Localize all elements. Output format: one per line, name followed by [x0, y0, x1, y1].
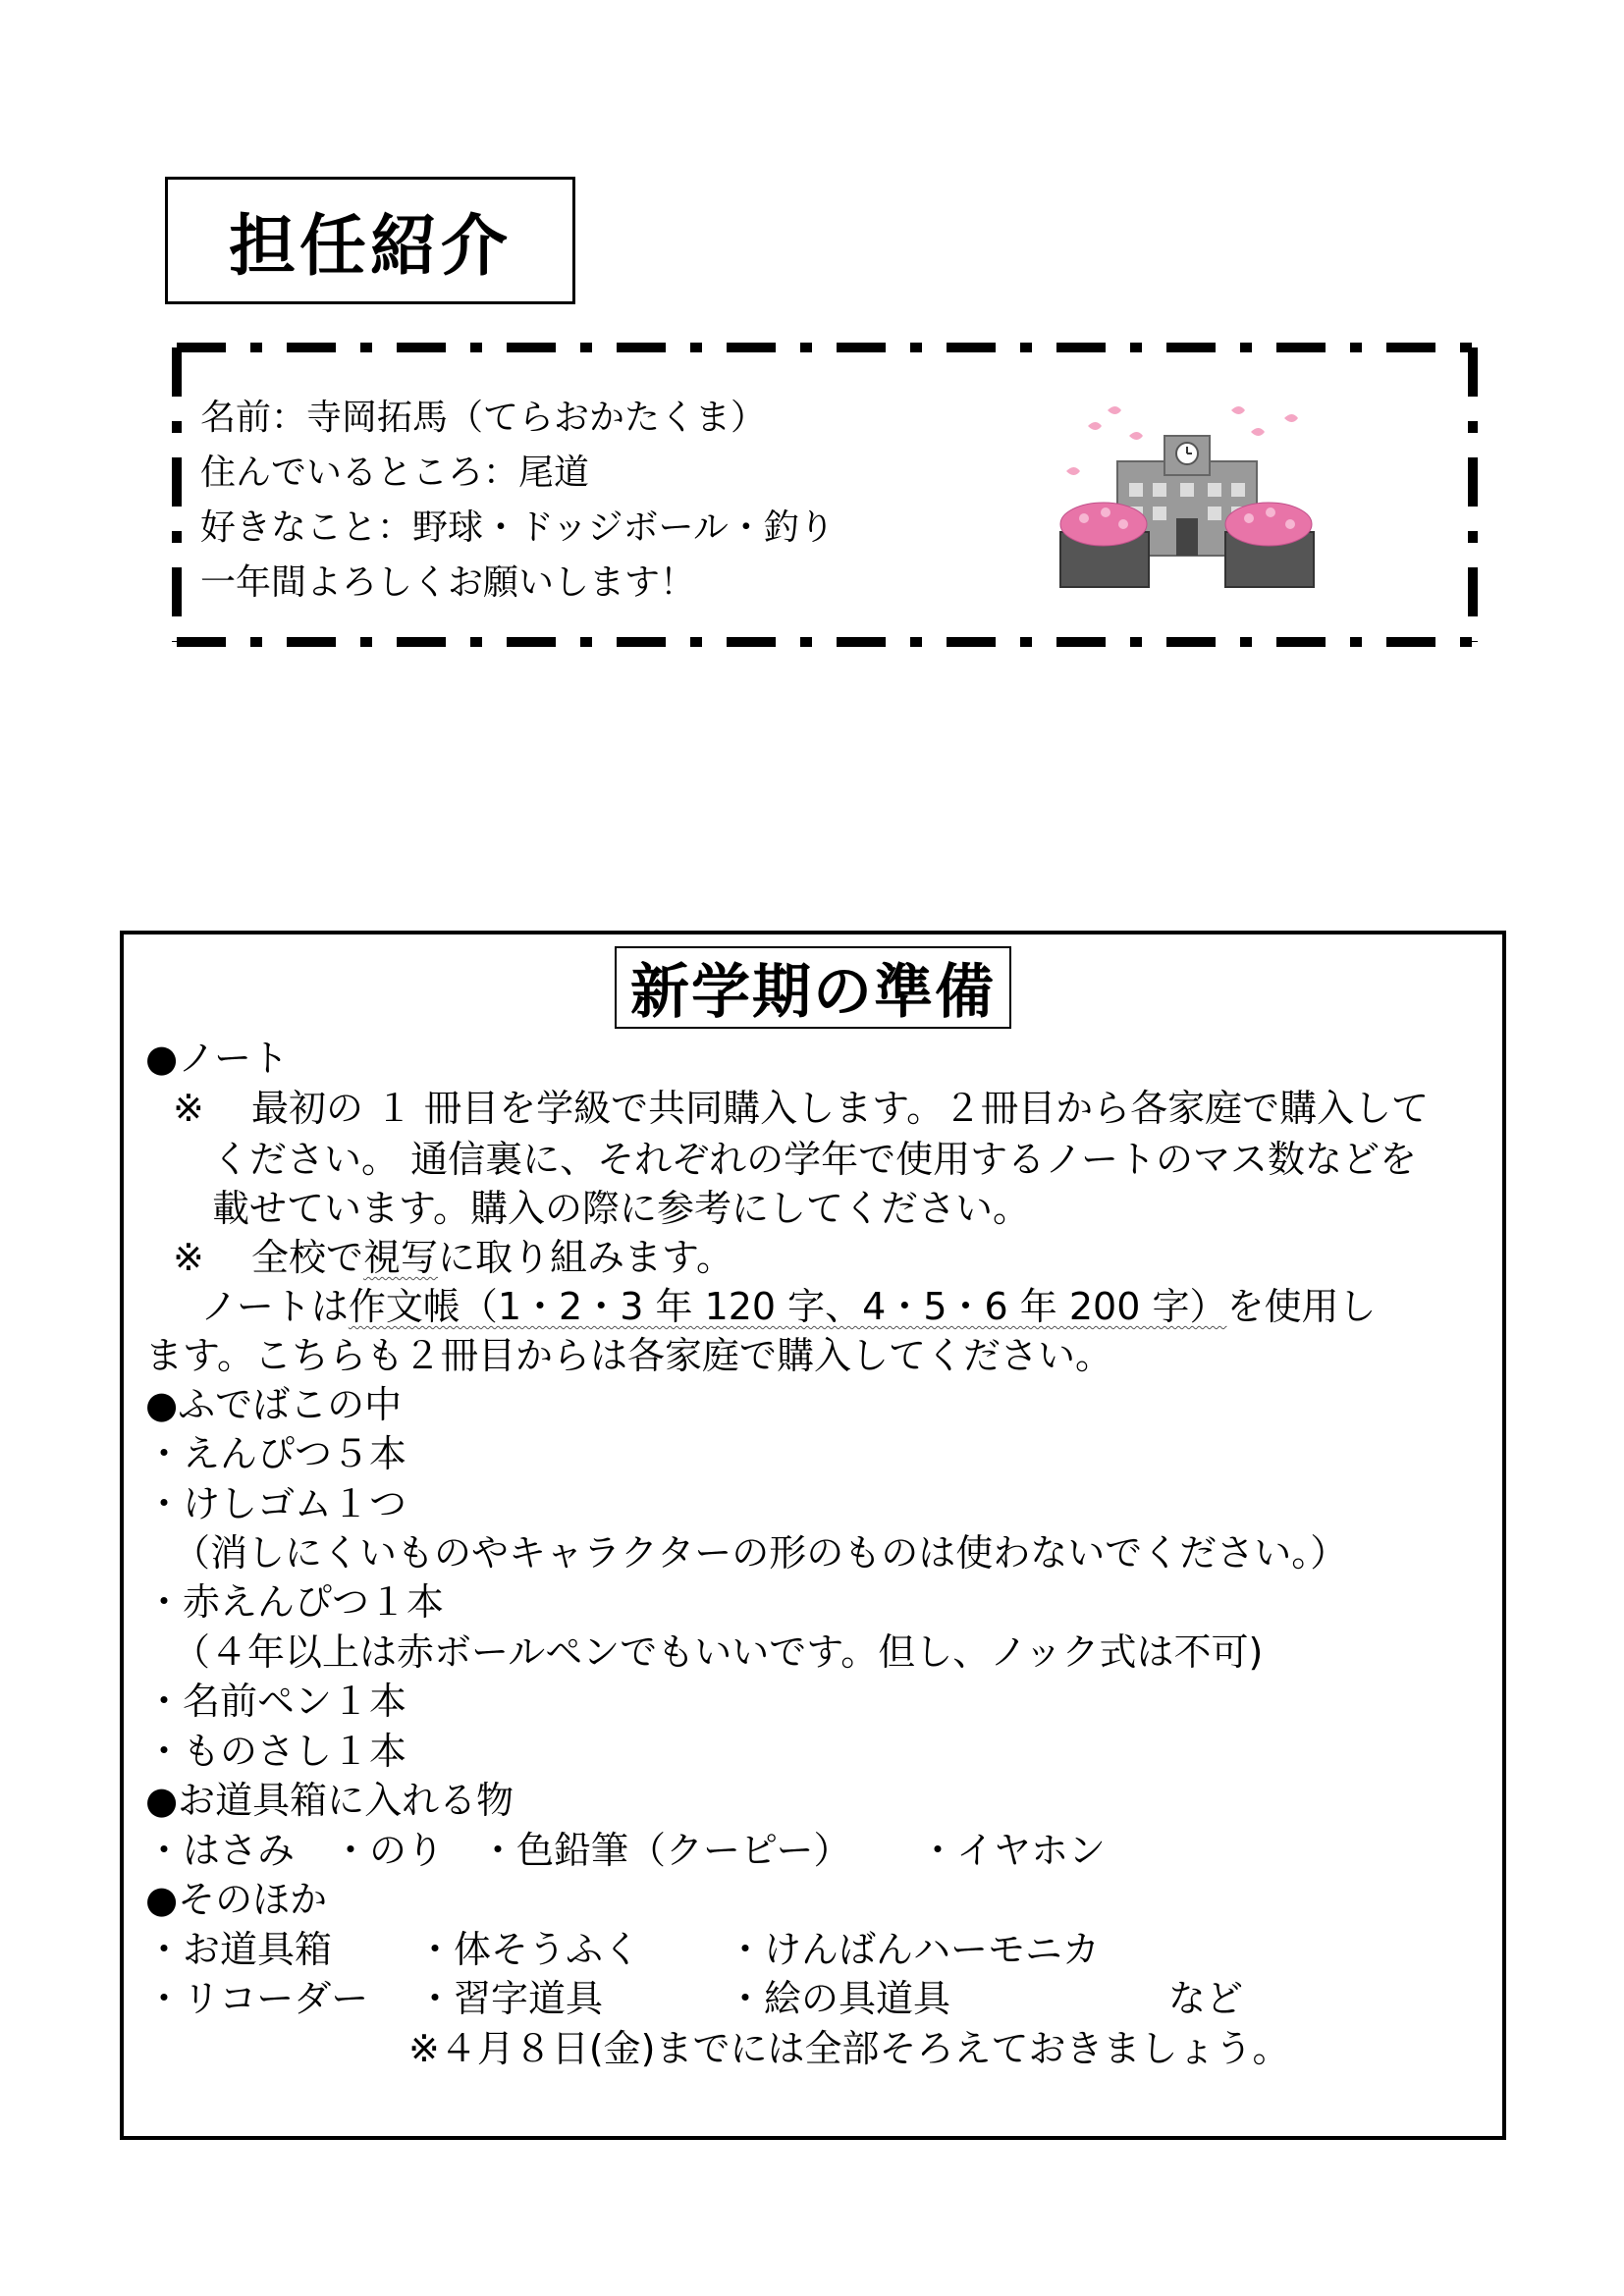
- others-etc: など: [1168, 1977, 1244, 2020]
- note3-pre: ノートは: [200, 1285, 349, 1328]
- pencil-case-note: （消しにくいものやキャラクターの形のものは使わないでください。）: [173, 1531, 1348, 1575]
- note2-pre: 全校で: [251, 1236, 364, 1279]
- tool-box-item: ・イヤホン: [919, 1829, 1107, 1872]
- note2-text: [251, 1233, 733, 1282]
- teacher-hobbies: 好きなこと：野球・ドッジボール・釣り: [200, 507, 835, 548]
- others-item: ・リコーダー: [145, 1977, 369, 2020]
- teacher-greeting: 一年間よろしくお願いします！: [200, 562, 696, 603]
- pencil-case-item: ・赤えんぴつ１本: [145, 1580, 445, 1624]
- others-item: ・お道具箱: [145, 1928, 333, 1971]
- teacher-intro-title-box: [165, 177, 575, 304]
- tool-box-heading: ●お道具箱に入れる物: [145, 1779, 514, 1822]
- school-building-with-cherry-blossoms-icon: [1058, 402, 1316, 589]
- pencil-case-item: ・ものさし１本: [145, 1730, 407, 1773]
- others-item: ・習字道具: [416, 1977, 604, 2020]
- pencil-case-item: ・けしゴム１つ: [145, 1482, 407, 1525]
- note1-line1: 最初の １ 冊目を学級で共同購入します。２冊目から各家庭で購入して: [251, 1087, 1430, 1130]
- note3-wavy: 作文帳（1・2・3 年 120 字、4・5・6 年 200 字）: [348, 1285, 1227, 1328]
- note1-line2: ください。 通信裏に、それぞれの学年で使用するノートのマス数などを: [212, 1138, 1417, 1181]
- notebook-heading: ●ノート: [145, 1037, 290, 1080]
- note3-line1: [200, 1282, 1377, 1331]
- pencil-case-item: ・名前ペン１本: [145, 1680, 407, 1723]
- note2-wavy: 視写: [363, 1236, 439, 1279]
- note3-line2: ます。こちらも２冊目からは各家庭で購入してください。: [145, 1334, 1112, 1377]
- others-item: ・けんばんハーモニカ: [727, 1928, 1101, 1971]
- note3-post: を使用し: [1226, 1285, 1377, 1328]
- teacher-name: 名前：寺岡拓馬（てらおかたくま）: [200, 398, 767, 438]
- teacher-residence: 住んでいるところ：尾道: [200, 453, 590, 493]
- tool-box-item: ・のり: [332, 1829, 445, 1872]
- others-heading: ●そのほか: [145, 1878, 328, 1921]
- deadline-note: ※４月８日(金)までには全部そろえておきましょう。: [408, 2027, 1290, 2070]
- others-item: ・絵の具道具: [727, 1977, 951, 2020]
- note1-mark: ※: [173, 1087, 204, 1130]
- tool-box-item: ・はさみ: [145, 1829, 296, 1872]
- others-item: ・体そうふく: [416, 1928, 641, 1971]
- pencil-case-heading: ●ふでばこの中: [145, 1383, 403, 1426]
- preparation-title-box: [615, 946, 1011, 1029]
- pencil-case-note: （４年以上は赤ボールペンでもいいです。但し、ノック式は不可): [173, 1630, 1264, 1674]
- preparation-title: 新学期の準備: [630, 958, 996, 1027]
- note2-mark: ※: [173, 1236, 204, 1279]
- note1-line3: 載せています。購入の際に参考にしてください。: [212, 1187, 1030, 1230]
- teacher-intro-title: 担任紹介: [228, 207, 512, 286]
- note2-post: に取り組みます。: [438, 1236, 733, 1279]
- pencil-case-item: ・えんぴつ５本: [145, 1432, 407, 1475]
- tool-box-item: ・色鉛筆（クーピー）: [479, 1829, 851, 1872]
